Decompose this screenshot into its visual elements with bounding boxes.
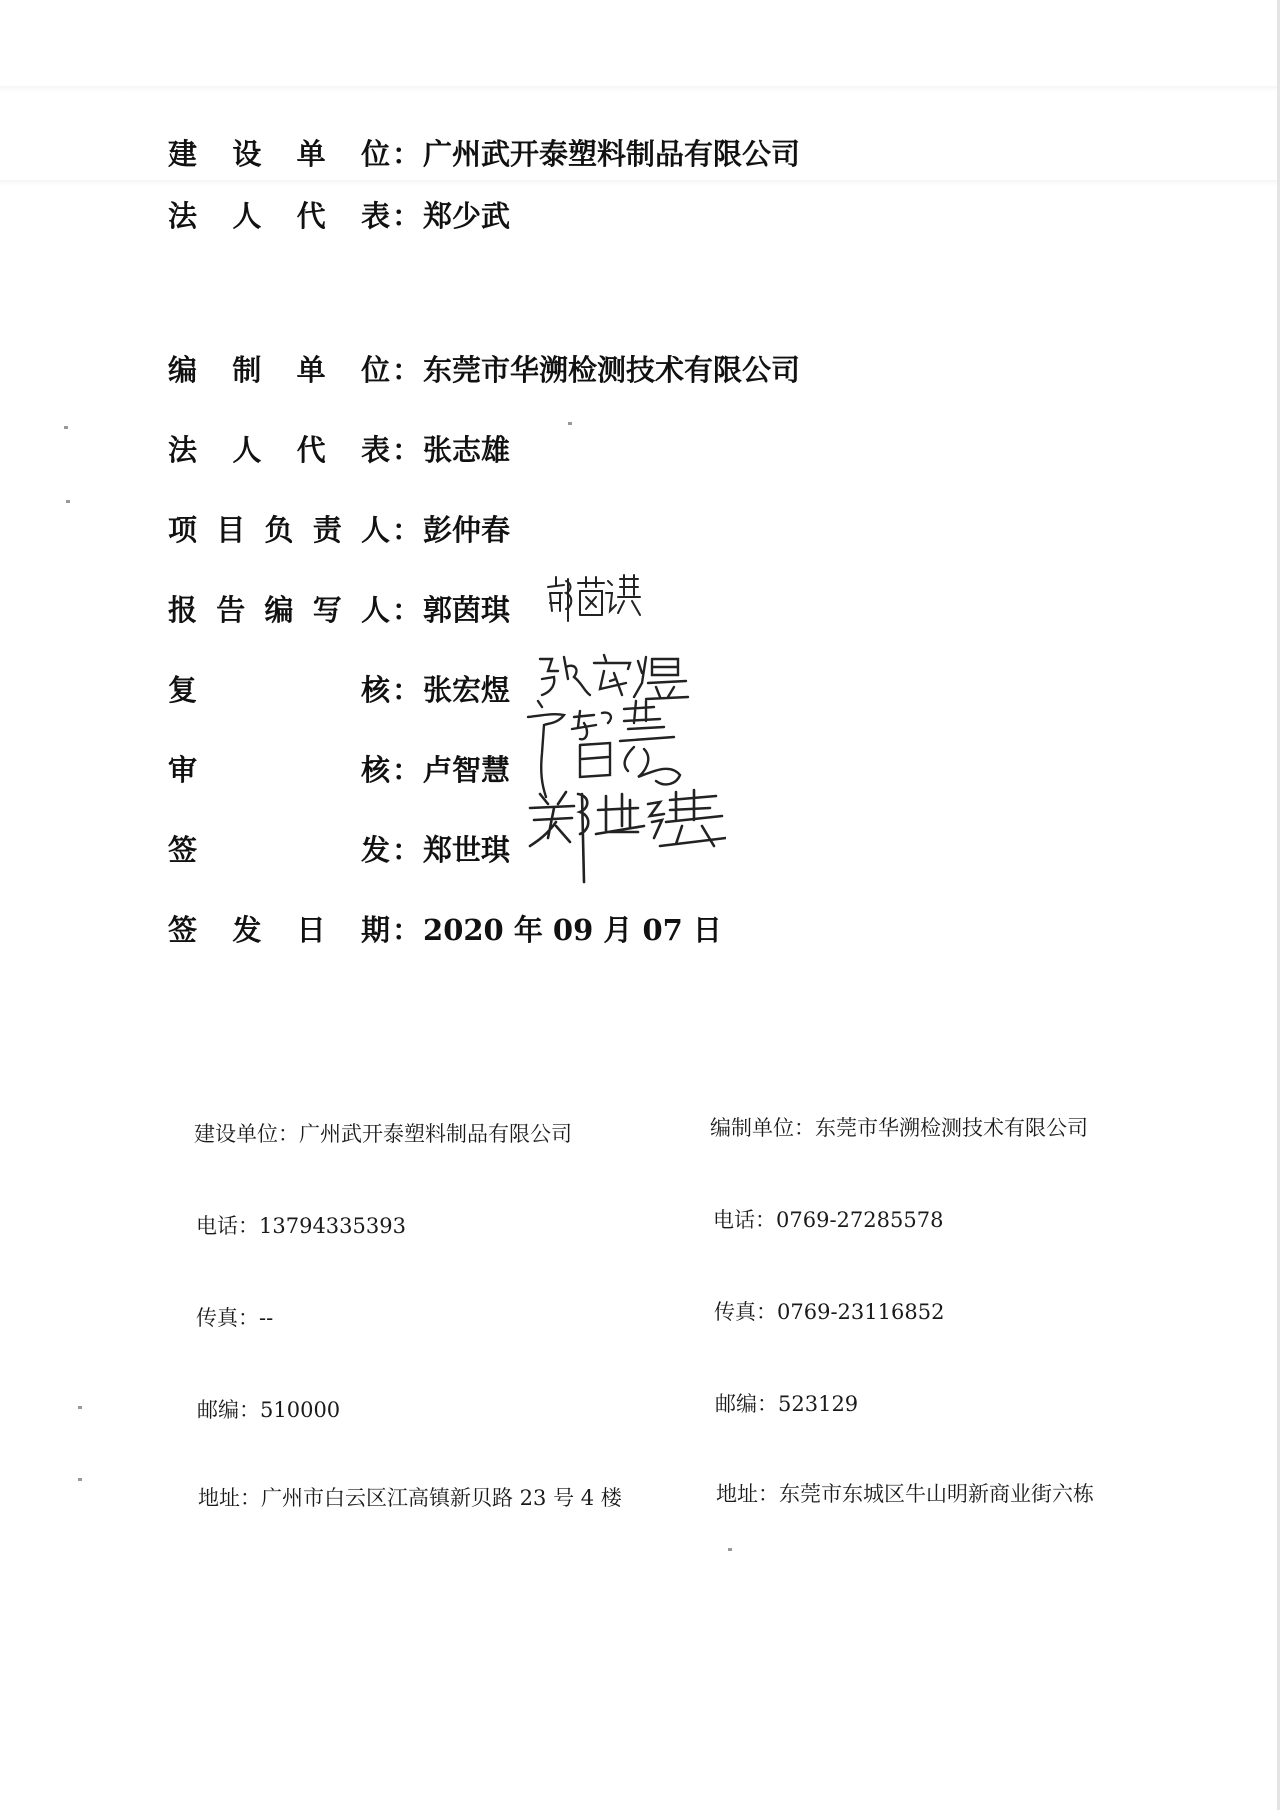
builder-rep-value: 郑少武 [423,198,511,233]
audit-value: 卢智慧 [423,752,511,787]
contact-right-address: 地址：东莞市东城区牛山明新商业街六栋 [716,1482,1094,1506]
scan-band-top [0,86,1280,92]
compiler-rep-row: 法 人 代 表 ： 张志雄 [168,426,510,470]
builder-rep-row: 法 人 代 表 ： 郑少武 [168,192,510,236]
contact-right-fax: 传真：0769-23116852 [714,1300,945,1324]
scan-speck [64,426,68,429]
contact-left-postcode: 邮编：510000 [197,1398,341,1422]
issue-label: 签 发 [168,832,390,867]
issue-row: 签 发 ： 郑世琪 [168,826,726,870]
review-value: 张宏煜 [423,672,511,707]
issue-date-label: 签 发 日 期 [168,912,390,947]
builder-unit-label: 建 设 单 位 [168,136,390,171]
compiler-unit-row: 编 制 单 位 ： 东莞市华溯检测技术有限公司 [168,346,800,390]
report-writer-signature [542,571,642,631]
contact-left-fax: 传真：-- [196,1306,274,1330]
scan-speck [78,1406,82,1409]
contact-right-postcode: 邮编：523129 [715,1392,859,1416]
compiler-rep-label: 法 人 代 表 [168,432,390,467]
issue-value: 郑世琪 [423,832,511,867]
scan-band-mid [0,180,1280,186]
compiler-rep-value: 张志雄 [423,432,511,467]
scan-speck [728,1548,732,1551]
audit-row: 审 核 ： 卢智慧 [168,746,694,790]
report-writer-row: 报 告 编 写 人 ： 郭茵琪 [168,586,642,630]
scan-speck [78,1478,82,1481]
project-manager-row: 项 目 负 责 人 ： 彭仲春 [168,506,510,550]
project-manager-value: 彭仲春 [423,512,511,547]
scan-speck [568,422,572,425]
builder-unit-row: 建 设 单 位 ： 广州武开泰塑料制品有限公司 [168,130,800,174]
builder-unit-value: 广州武开泰塑料制品有限公司 [423,136,801,171]
compiler-unit-label: 编 制 单 位 [168,352,390,387]
scan-speck [66,500,70,503]
contact-left-address: 地址：广州市白云区江高镇新贝路 23 号 4 楼 [198,1486,622,1510]
review-label: 复 核 [168,672,390,707]
report-writer-label: 报 告 编 写 人 [168,592,390,627]
contact-right-unit: 编制单位：东莞市华溯检测技术有限公司 [710,1116,1088,1140]
issue-date-value: 2020 年 09 月 07 日 [423,912,722,947]
contact-right-phone: 电话：0769-27285578 [713,1208,944,1232]
issue-signature [526,786,726,886]
contact-left-phone: 电话：13794335393 [196,1214,406,1238]
review-row: 复 核 ： 张宏煜 [168,666,694,710]
report-writer-value: 郭茵琪 [423,592,511,627]
project-manager-label: 项 目 负 责 人 [168,512,390,547]
builder-rep-label: 法 人 代 表 [168,198,390,233]
contact-left-unit: 建设单位：广州武开泰塑料制品有限公司 [194,1122,572,1146]
compiler-unit-value: 东莞市华溯检测技术有限公司 [423,352,801,387]
issue-date-row: 签 发 日 期 ： 2020 年 09 月 07 日 [168,906,722,950]
audit-label: 审 核 [168,752,390,787]
